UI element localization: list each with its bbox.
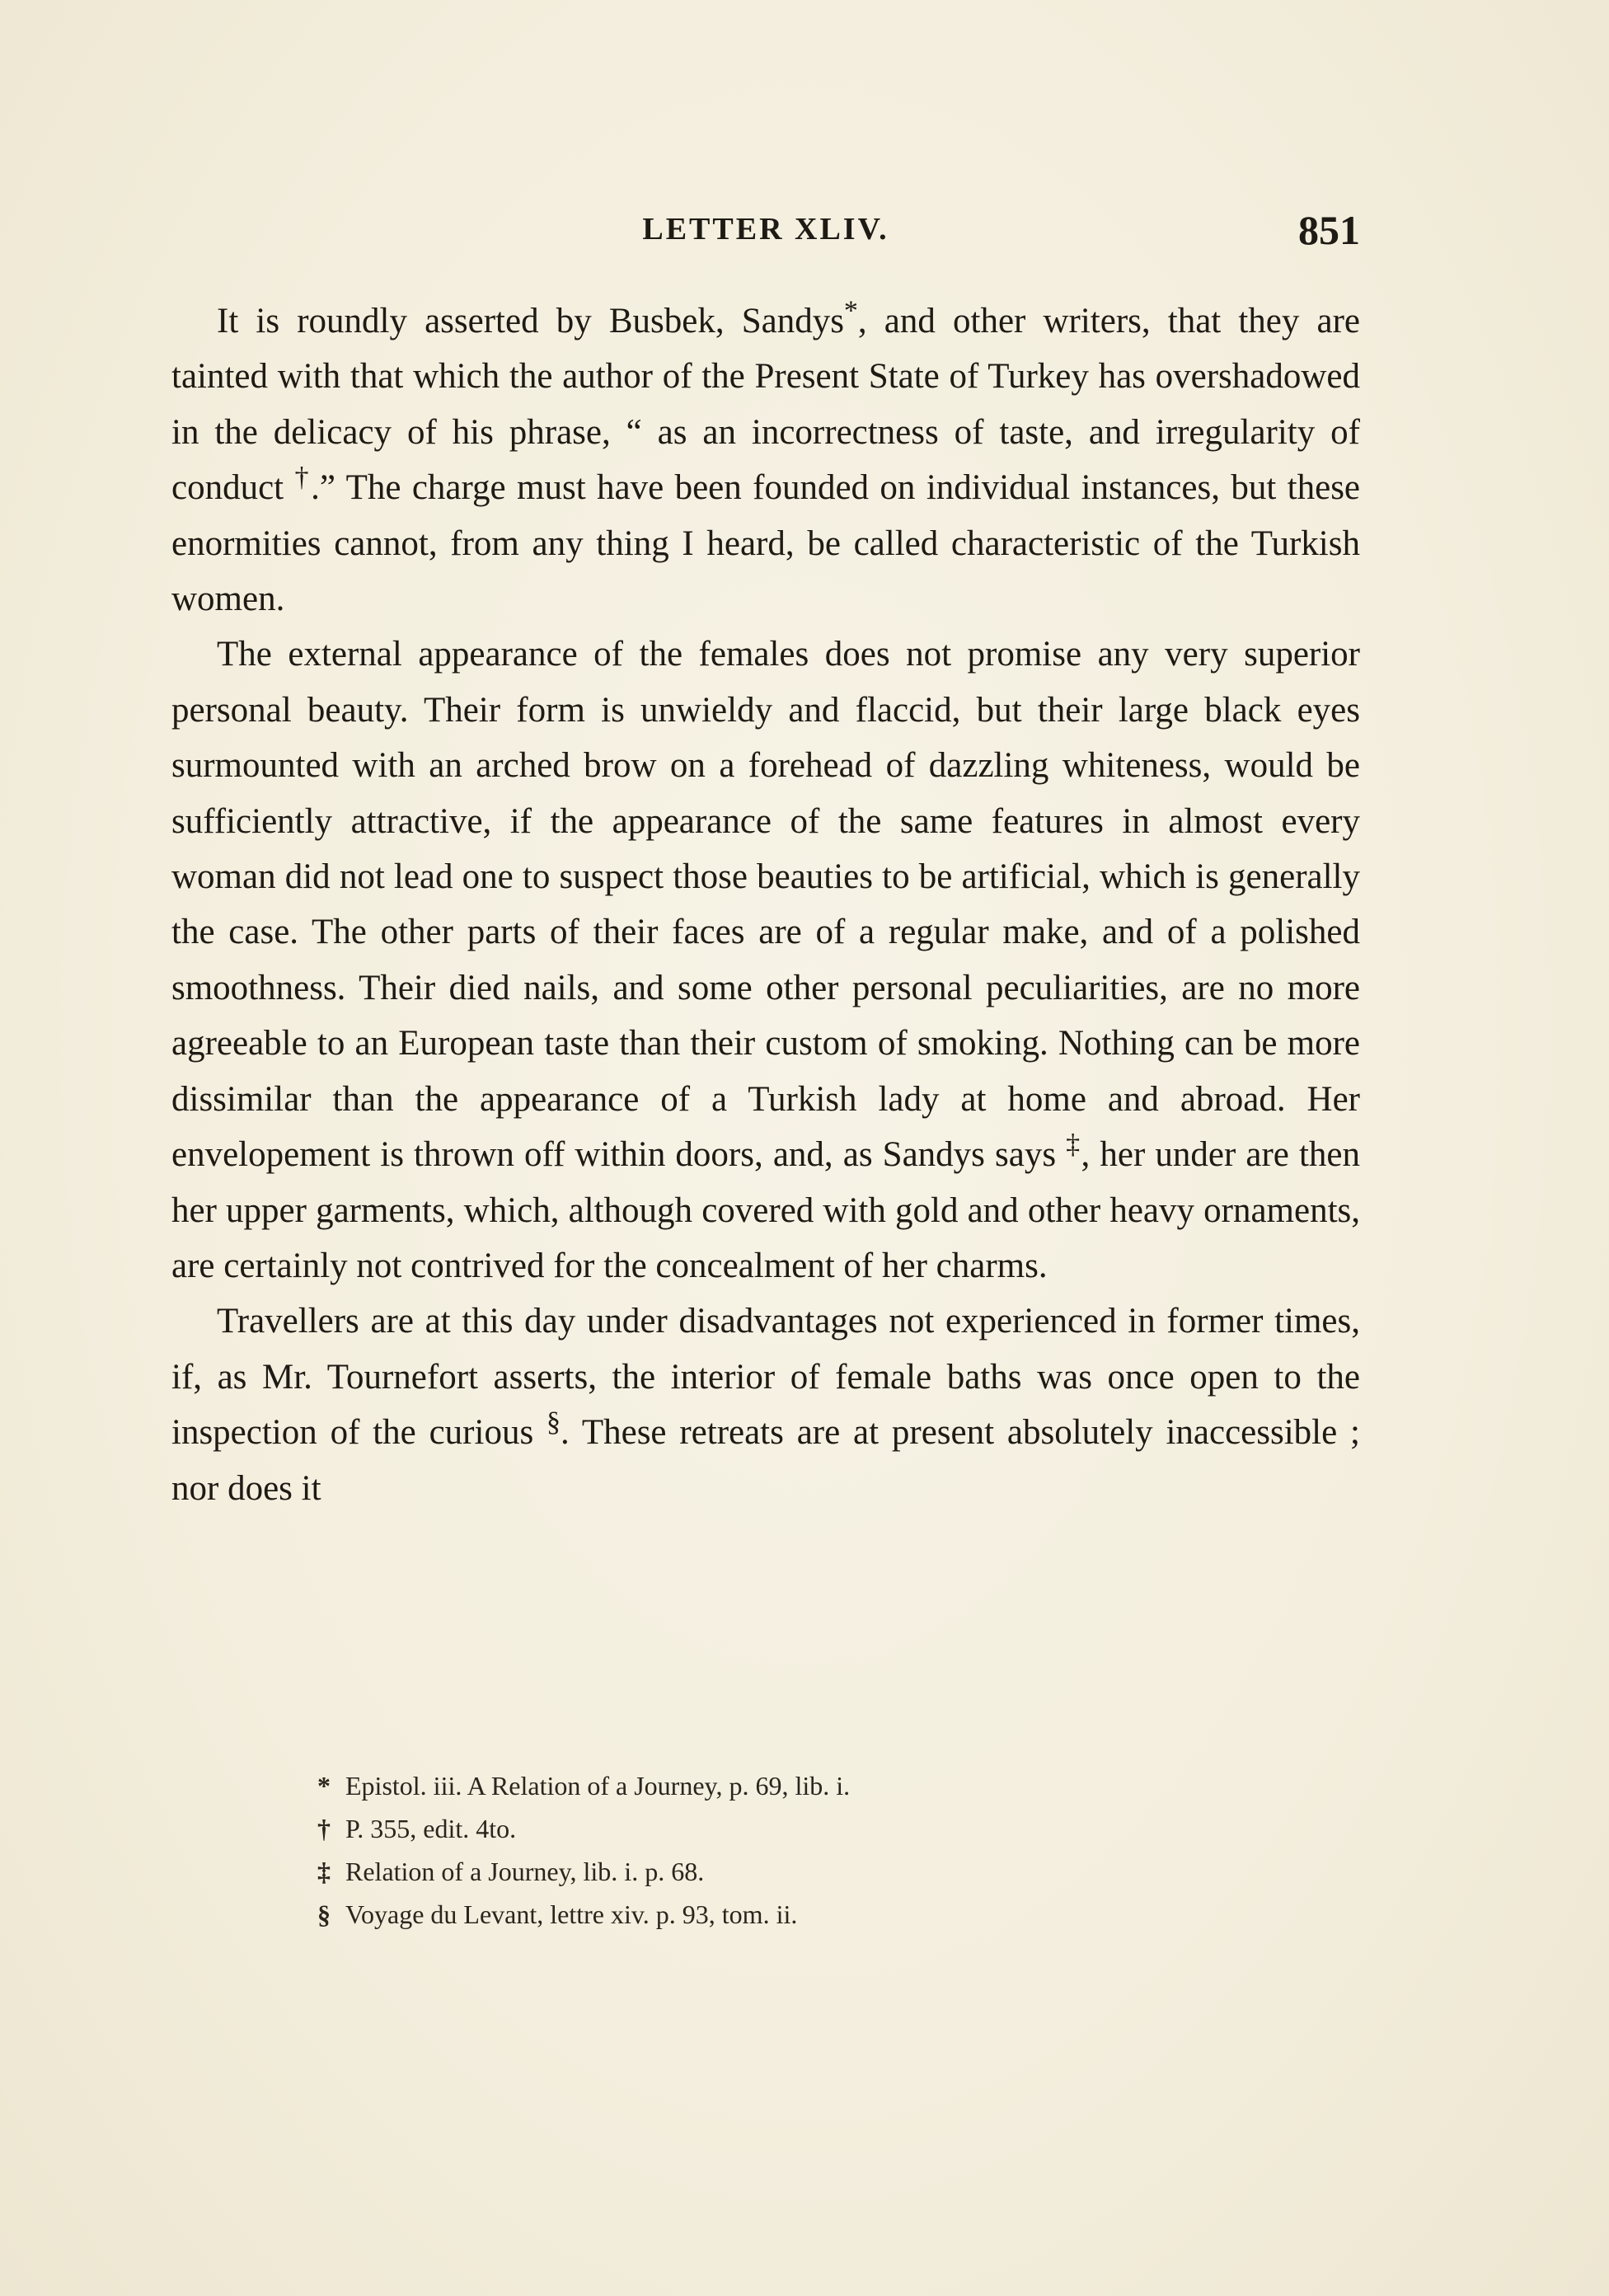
text-segment: . These retreats are at present absolutely inaccessible ; nor does it [171, 1413, 1360, 1508]
footnote [317, 1764, 1224, 1807]
text-segment: .” The charge must have been founded on individual instances, but these enormities cannot, from any thing I heard, be called characteristic of the Turkish women. [171, 468, 1361, 619]
page-number: 851 [1298, 207, 1360, 253]
footnote-reference: § [546, 1406, 561, 1438]
footnote [317, 1850, 1224, 1893]
paragraph [171, 293, 1360, 627]
footnote [317, 1893, 1224, 1936]
text-segment: Travellers are at this day under disadvantages not experienced in former times, if, as Mr. Tournefort asserts, the interior of female baths was once open to the inspection of the curious [171, 1302, 1360, 1453]
footnote-text: Epistol. iii. A Relation of a Journey, p. 69, lib. i. [345, 1771, 851, 1801]
text-segment: , and other writers, that they are tainted with that which the author of the Present State of Turkey has overshadowed in the delicacy of his phrase, “ as an incorrectness of taste, and irregularity of conduct [171, 302, 1360, 508]
footnote-reference: † [294, 462, 312, 493]
footnote-reference: * [843, 295, 858, 326]
footnote-text: Voyage du Levant, lettre xiv. p. 93, tom. ii. [345, 1899, 798, 1929]
text-segment: The external appearance of the females does not promise any very superior personal beauty. Their form is unwieldy and flaccid, but their large black eyes surmounted with an arched brow on a forehead of dazzling whiteness, would be sufficiently attractive, if the appearance of the same features in almost every woman did not lead one to suspect those beauties to be artificial, which is generally the case. The other parts of their faces are of a regular make, and of a polished smoothness. Their died nails, and some other personal peculiarities, are no more agreeable to an European taste than their custom of smoking. Nothing can be more dissimilar than the appearance of a Turkish lady at home and abroad. Her envelopement is thrown off within doors, and, as Sandys says [171, 635, 1360, 1175]
footnote-text: Relation of a Journey, lib. i. p. 68. [345, 1857, 705, 1886]
footnote-symbol: § [317, 1899, 331, 1929]
paragraph [171, 627, 1360, 1294]
page-header [171, 207, 1360, 261]
footnote-reference: ‡ [1066, 1129, 1081, 1160]
body-text [171, 293, 1360, 1516]
footnote-symbol: † [317, 1814, 331, 1843]
running-head: LETTER XLIV. [642, 212, 889, 247]
footnote-symbol: * [317, 1771, 331, 1801]
paragraph [171, 1294, 1360, 1516]
text-segment: , her under are then her upper garments, which, although covered with gold and other heavy ornaments, are certainly not contrived for the concealment of her charms. [171, 1135, 1361, 1285]
footnote-symbol: ‡ [317, 1857, 331, 1886]
text-segment: It is roundly asserted by Busbek, Sandys [217, 302, 844, 340]
footnote [317, 1807, 1224, 1850]
footnote-text: P. 355, edit. 4to. [345, 1814, 517, 1843]
footnotes [317, 1764, 1224, 1936]
